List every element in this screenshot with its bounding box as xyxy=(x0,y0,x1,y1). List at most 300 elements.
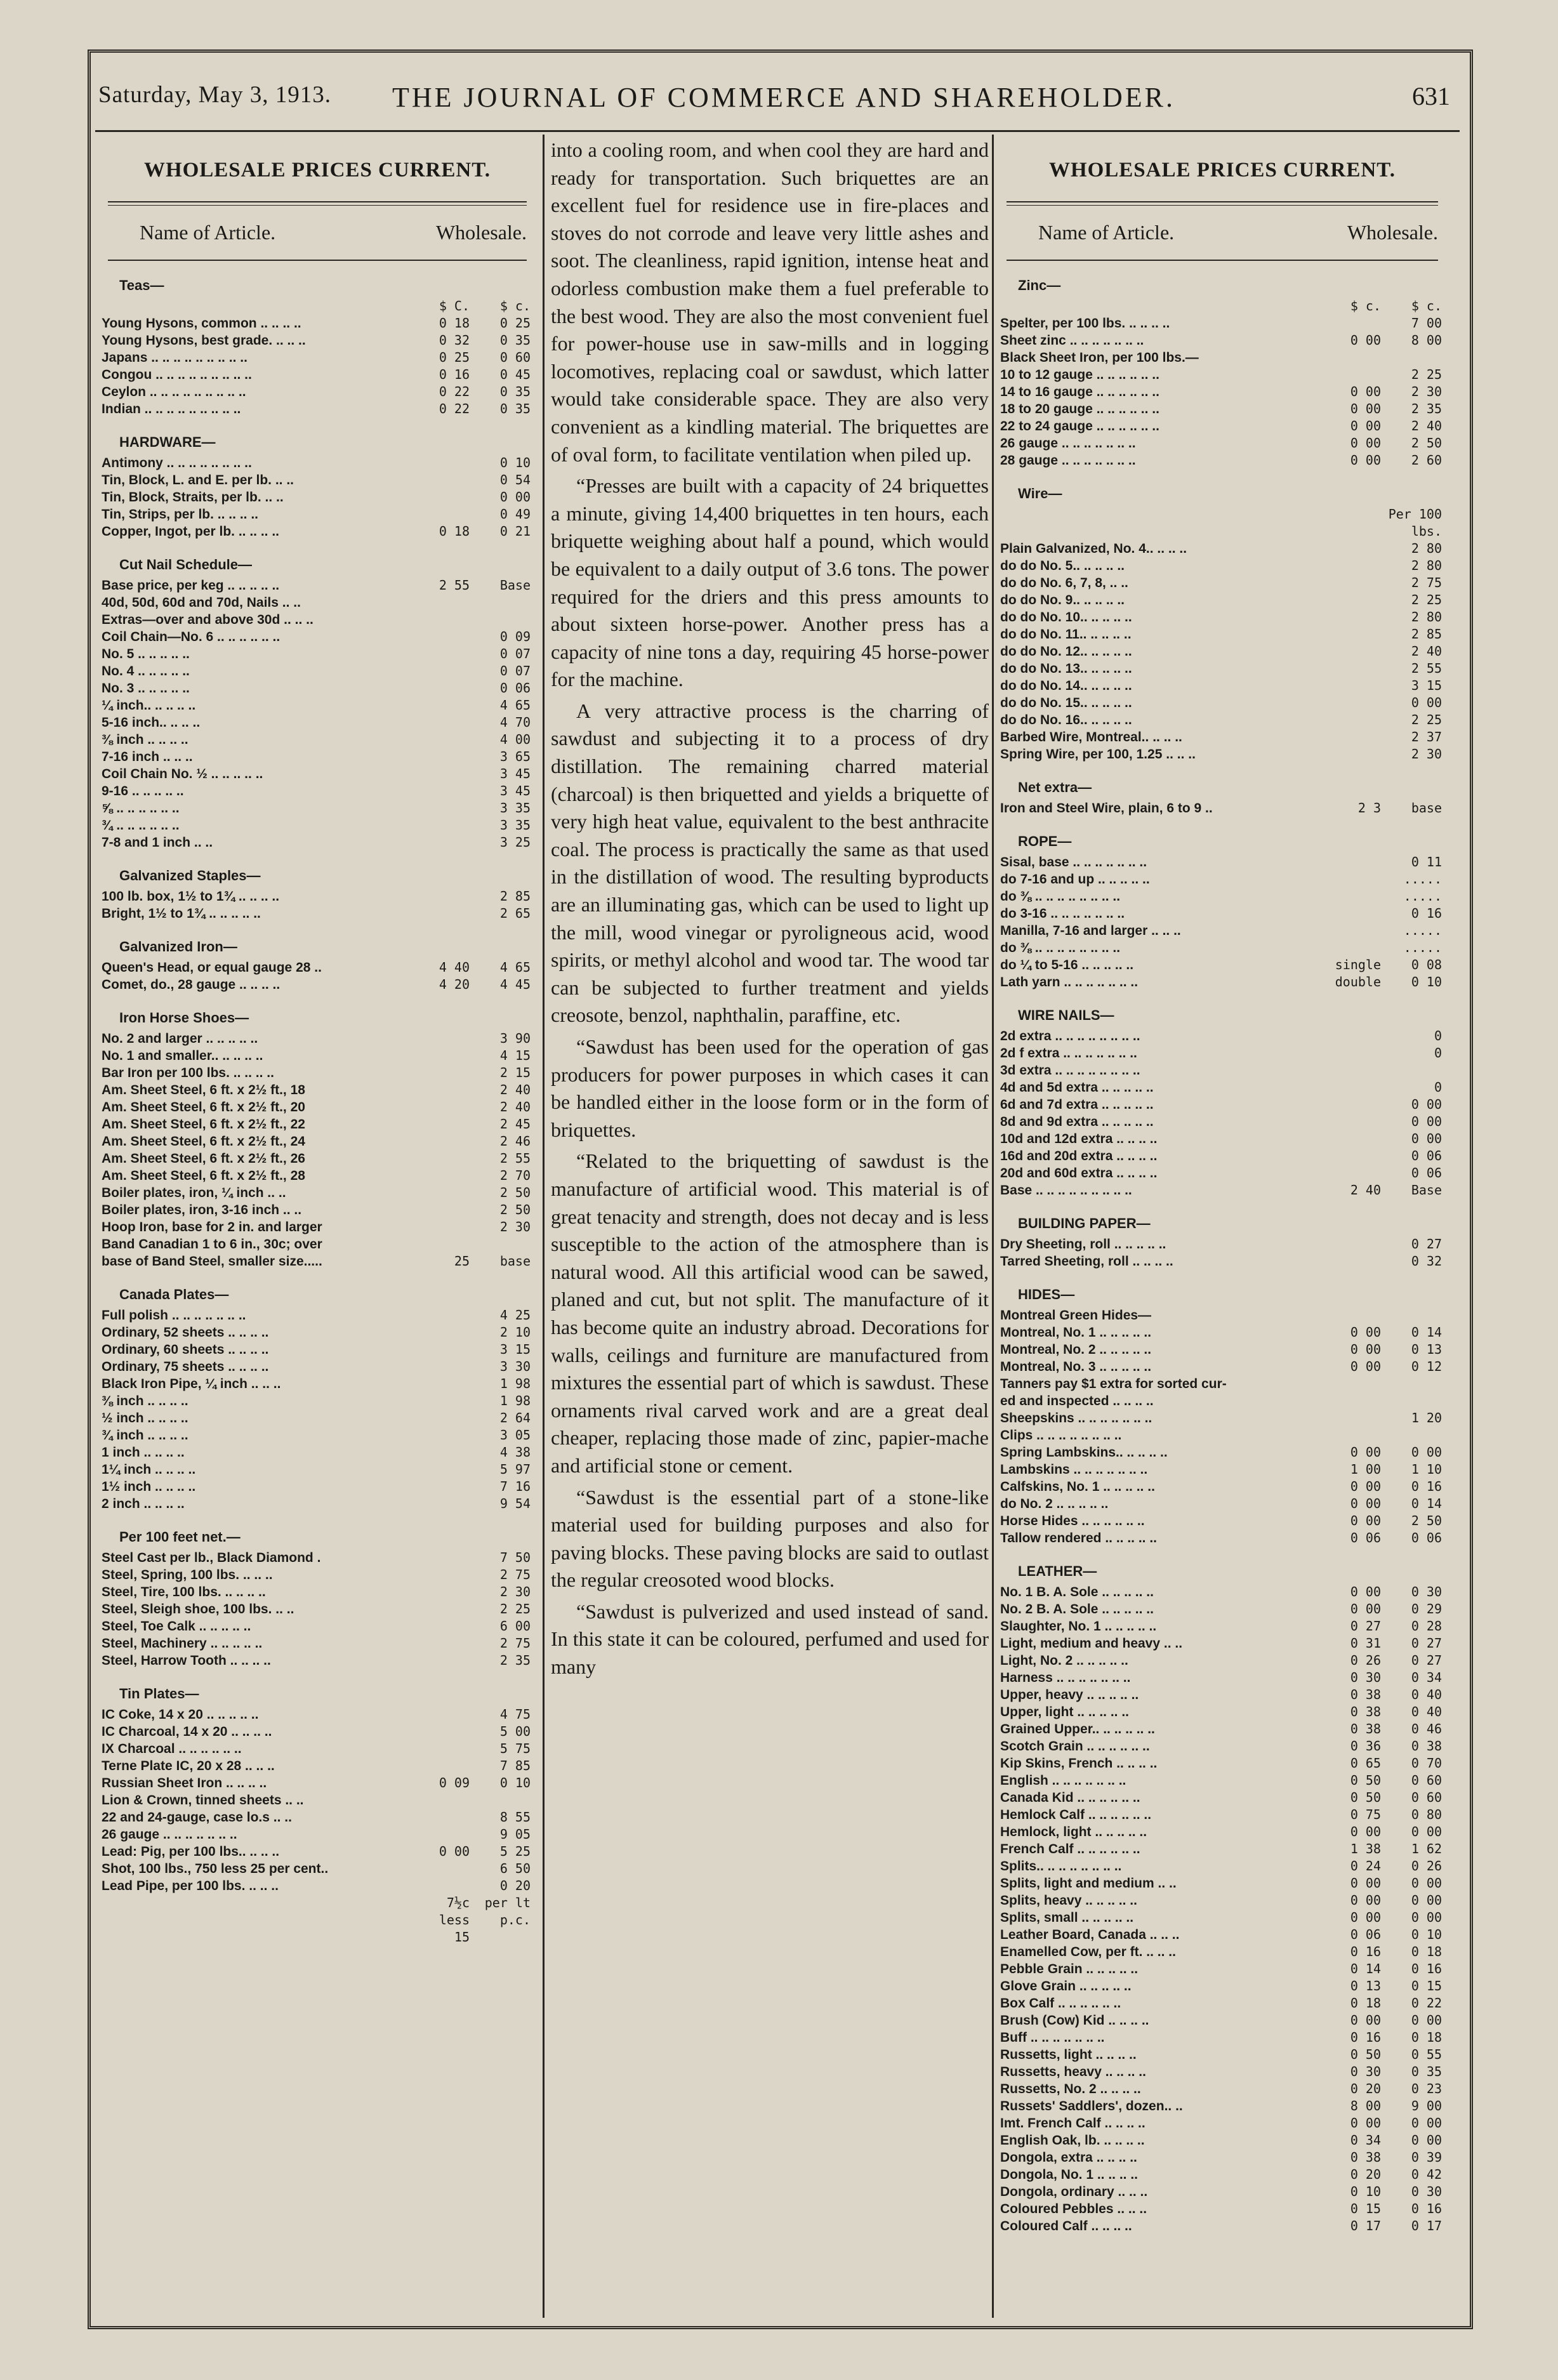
article-name: Am. Sheet Steel, 6 ft. x 2½ ft., 28 xyxy=(102,1168,305,1183)
section-title: ROPE— xyxy=(1018,833,1072,849)
price-row xyxy=(1000,1253,1444,1270)
price-low xyxy=(1333,1165,1381,1182)
price-row xyxy=(102,645,533,663)
price-low xyxy=(421,1410,470,1427)
price-high: 2 85 xyxy=(1411,626,1442,642)
price-high: 0 28 xyxy=(1411,1618,1442,1634)
price-low xyxy=(421,1324,470,1341)
header-rule xyxy=(95,130,1460,132)
price-high: 3 05 xyxy=(499,1427,531,1443)
price-low xyxy=(421,834,470,851)
price-row xyxy=(1000,506,1444,540)
article-name: Lambskins .. .. .. .. .. .. .. xyxy=(1000,1462,1148,1477)
price-low xyxy=(421,1618,470,1635)
price-low xyxy=(1333,905,1381,922)
section-title: Tin Plates— xyxy=(119,1686,199,1702)
price-high: 0 39 xyxy=(1411,2150,1442,2165)
article-paragraph: “Presses are built with a capacity of 24 briquettes a minute, giving 14,400 briquettes in ten hours, each briquette weighing about half a pound, which would be equivalent to a daily output of 3.6 tons. The power required for the driers and this press amounts to about sixteen horse-power. Another press has a capacity of nine tons a day, requiring 45 horse-power for the machine. xyxy=(551,474,989,691)
price-high: 0 00 xyxy=(1411,1445,1442,1460)
price-row xyxy=(102,1843,533,1860)
price-high xyxy=(1381,1427,1444,1444)
price-high: 2 35 xyxy=(499,1653,531,1668)
price-row xyxy=(1000,1062,1444,1079)
price-row xyxy=(1000,1909,1444,1926)
price-high: 0 60 xyxy=(499,350,531,365)
price-low xyxy=(1333,729,1381,746)
price-low: 0 00 xyxy=(1350,1479,1381,1494)
price-row xyxy=(102,1341,533,1358)
price-low xyxy=(1333,1079,1381,1096)
price-high: 1 10 xyxy=(1411,1462,1442,1477)
price-row xyxy=(1000,1324,1444,1341)
price-high: 0 10 xyxy=(1411,1927,1442,1942)
price-row xyxy=(102,800,533,817)
section-title: BUILDING PAPER— xyxy=(1018,1215,1151,1231)
article-name: English Oak, lb. .. .. .. .. xyxy=(1000,2133,1145,2148)
price-high: 0 46 xyxy=(1411,1721,1442,1736)
article-name: No. 4 .. .. .. .. .. xyxy=(102,664,190,678)
article-name: Russian Sheet Iron .. .. .. .. xyxy=(102,1776,267,1790)
article-name: do do No. 10.. .. .. .. .. xyxy=(1000,610,1132,625)
price-row xyxy=(102,1444,533,1461)
article-name: Japans .. .. .. .. .. .. .. .. .. xyxy=(102,350,248,365)
price-row xyxy=(102,577,533,594)
price-low xyxy=(421,663,470,680)
article-name: Tarred Sheeting, roll .. .. .. .. xyxy=(1000,1254,1173,1269)
price-section xyxy=(1000,1215,1444,1270)
price-row xyxy=(1000,2046,1444,2063)
price-high: 0 27 xyxy=(1411,1653,1442,1668)
price-low: 0 36 xyxy=(1350,1738,1381,1754)
price-low xyxy=(1333,643,1381,660)
price-high xyxy=(1381,1375,1444,1392)
price-high: 2 60 xyxy=(1411,453,1442,468)
price-low xyxy=(1333,1147,1381,1165)
price-high: 0 12 xyxy=(1411,1359,1442,1374)
article-name: Bar Iron per 100 lbs. .. .. .. .. xyxy=(102,1066,274,1080)
price-row xyxy=(1000,400,1444,418)
price-row xyxy=(1000,1806,1444,1823)
price-high: 9 05 xyxy=(499,1827,531,1842)
price-high: 0 30 xyxy=(1411,1584,1442,1599)
article-name: IC Coke, 14 x 20 .. .. .. .. .. xyxy=(102,1707,259,1722)
price-high: 0 49 xyxy=(499,506,531,522)
article-name: Am. Sheet Steel, 6 ft. x 2½ ft., 24 xyxy=(102,1134,305,1149)
article-name: 1¼ inch .. .. .. .. xyxy=(102,1462,196,1477)
article-name: 6d and 7d extra .. .. .. .. .. xyxy=(1000,1097,1154,1112)
article-name: Russetts, heavy .. .. .. .. xyxy=(1000,2065,1146,2079)
price-high: 2 64 xyxy=(499,1410,531,1425)
article-name: Boiler plates, iron, ¼ inch .. .. xyxy=(102,1186,286,1200)
price-low xyxy=(421,1219,470,1236)
price-low: 0 75 xyxy=(1350,1807,1381,1822)
price-low: 4 20 xyxy=(439,977,470,992)
article-name: Steel Cast per lb., Black Diamond . xyxy=(102,1550,321,1565)
article-name: 4d and 5d extra .. .. .. .. .. xyxy=(1000,1080,1154,1095)
price-low: 0 22 xyxy=(439,401,470,416)
article-name: Hemlock, light .. .. .. .. .. xyxy=(1000,1825,1147,1839)
price-high: 0 00 xyxy=(1411,1097,1442,1112)
price-high: 2 80 xyxy=(1411,558,1442,573)
article-name: Steel, Toe Calk .. .. .. .. .. xyxy=(102,1619,251,1634)
price-row xyxy=(1000,1926,1444,1943)
price-high: 2 85 xyxy=(499,889,531,904)
price-high: 2 75 xyxy=(499,1636,531,1651)
price-low xyxy=(421,1635,470,1652)
price-high: 3 90 xyxy=(499,1031,531,1046)
article-name: Indian .. .. .. .. .. .. .. .. .. xyxy=(102,402,241,416)
price-low xyxy=(1333,1130,1381,1147)
article-name: English .. .. .. .. .. .. .. xyxy=(1000,1773,1126,1788)
price-low xyxy=(421,1236,470,1253)
price-row xyxy=(1000,1978,1444,1995)
price-row xyxy=(1000,694,1444,711)
article-name: 8d and 9d extra .. .. .. .. .. xyxy=(1000,1114,1154,1129)
price-high: 0 35 xyxy=(499,333,531,348)
price-high: 0 00 xyxy=(1411,1114,1442,1129)
price-row xyxy=(1000,609,1444,626)
price-low xyxy=(421,1706,470,1723)
price-row xyxy=(1000,2012,1444,2029)
price-row xyxy=(102,1392,533,1410)
price-low xyxy=(421,1549,470,1566)
article-name: Bright, 1½ to 1¾ .. .. .. .. .. xyxy=(102,906,261,921)
price-row xyxy=(102,1375,533,1392)
price-low xyxy=(1333,506,1381,540)
price-high: 0 34 xyxy=(1411,1670,1442,1685)
price-high: 2 35 xyxy=(1411,401,1442,416)
price-low xyxy=(421,1495,470,1512)
price-low xyxy=(1333,626,1381,643)
price-high: 1 98 xyxy=(499,1393,531,1408)
article-name: 16d and 20d extra .. .. .. .. xyxy=(1000,1149,1158,1163)
price-low: 0 15 xyxy=(1350,2201,1381,2216)
issue-date: Saturday, May 3, 1913. xyxy=(98,82,331,108)
price-high: ..... xyxy=(1403,940,1442,955)
masthead-title: THE JOURNAL OF COMMERCE AND SHAREHOLDER. xyxy=(392,82,1175,113)
price-high: 0 60 xyxy=(1411,1790,1442,1805)
price-row xyxy=(102,1201,533,1219)
article-name: Glove Grain .. .. .. .. .. xyxy=(1000,1979,1132,1993)
price-low xyxy=(421,1358,470,1375)
price-row xyxy=(102,1583,533,1601)
price-high: 0 13 xyxy=(1411,1342,1442,1357)
price-high: 8 00 xyxy=(1411,333,1442,348)
price-row xyxy=(1000,2080,1444,2098)
price-low: 1 38 xyxy=(1350,1841,1381,1856)
price-section xyxy=(1000,277,1444,469)
article-name: Ordinary, 52 sheets .. .. .. .. xyxy=(102,1325,269,1340)
price-high: 0 14 xyxy=(1411,1325,1442,1340)
title-rule xyxy=(1007,201,1438,202)
price-high: 0 20 xyxy=(499,1878,531,1893)
price-row xyxy=(102,1047,533,1064)
article-name: Slaughter, No. 1 .. .. .. .. .. xyxy=(1000,1619,1157,1634)
price-row xyxy=(102,298,533,315)
price-high: 1 62 xyxy=(1411,1841,1442,1856)
price-row xyxy=(1000,418,1444,435)
article-name: Base price, per keg .. .. .. .. .. xyxy=(102,578,280,593)
price-high: 0 35 xyxy=(499,384,531,399)
price-high: 0 80 xyxy=(1411,1807,1442,1822)
price-high: 8 55 xyxy=(499,1809,531,1825)
price-high: 5 25 xyxy=(499,1844,531,1859)
price-low xyxy=(421,748,470,765)
price-high xyxy=(470,611,533,628)
article-name: 26 gauge .. .. .. .. .. .. .. xyxy=(102,1827,237,1842)
article-name: base of Band Steel, smaller size..... xyxy=(102,1254,322,1269)
article-name: Harness .. .. .. .. .. .. .. xyxy=(1000,1670,1131,1685)
price-low xyxy=(1333,871,1381,888)
article-name: Light, medium and heavy .. .. xyxy=(1000,1636,1183,1651)
article-name: Splits, small .. .. .. .. .. xyxy=(1000,1910,1134,1925)
price-high: 0 00 xyxy=(499,489,531,505)
article-name: No. 1 and smaller.. .. .. .. .. xyxy=(102,1048,263,1063)
price-row xyxy=(1000,2183,1444,2200)
price-high: 2 25 xyxy=(499,1601,531,1616)
article-name: do ¼ to 5-16 .. .. .. .. .. xyxy=(1000,958,1134,972)
section-title: Per 100 feet net.— xyxy=(119,1529,241,1545)
price-row xyxy=(102,1253,533,1270)
price-low xyxy=(421,1583,470,1601)
article-name: 28 gauge .. .. .. .. .. .. .. xyxy=(1000,453,1136,468)
price-high: 2 55 xyxy=(1411,661,1442,676)
price-low: single xyxy=(1335,957,1381,972)
price-row xyxy=(1000,800,1444,817)
price-low xyxy=(421,817,470,834)
price-low xyxy=(421,783,470,800)
price-low xyxy=(1333,366,1381,383)
price-row xyxy=(1000,1182,1444,1199)
price-row xyxy=(102,714,533,731)
price-low xyxy=(421,454,470,472)
price-high: 5 75 xyxy=(499,1741,531,1756)
price-low xyxy=(421,594,470,611)
price-high: base xyxy=(1411,800,1442,816)
price-high: 2 30 xyxy=(1411,384,1442,399)
article-name: Splits, heavy .. .. .. .. .. xyxy=(1000,1893,1137,1908)
article-name: 1 inch .. .. .. .. xyxy=(102,1445,185,1460)
article-name: Plain Galvanized, No. 4.. .. .. .. xyxy=(1000,541,1187,556)
price-low: 4 40 xyxy=(439,960,470,975)
article-name: 22 and 24-gauge, case lo.s .. .. xyxy=(102,1810,292,1825)
price-low xyxy=(1333,592,1381,609)
price-row xyxy=(102,1461,533,1478)
price-row xyxy=(102,783,533,800)
article-name: 40d, 50d, 60d and 70d, Nails .. .. xyxy=(102,595,301,610)
price-row xyxy=(1000,1721,1444,1738)
price-low xyxy=(421,1809,470,1826)
price-low xyxy=(421,1792,470,1809)
price-row xyxy=(1000,956,1444,974)
price-high: 0 26 xyxy=(1411,1858,1442,1874)
article-name: ⅝ .. .. .. .. .. .. xyxy=(102,801,180,816)
price-high: ..... xyxy=(1403,923,1442,938)
article-name: Comet, do., 28 gauge .. .. .. .. xyxy=(102,977,281,992)
price-section xyxy=(102,434,533,540)
article-name: French Calf .. .. .. .. .. .. xyxy=(1000,1842,1140,1856)
article-name: IX Charcoal .. .. .. .. .. .. xyxy=(102,1742,242,1756)
price-high: 3 65 xyxy=(499,749,531,764)
article-name: Hoop Iron, base for 2 in. and larger xyxy=(102,1220,322,1234)
article-name: do do No. 5.. .. .. .. .. xyxy=(1000,559,1125,573)
price-low: 0 18 xyxy=(439,315,470,331)
price-low xyxy=(1333,677,1381,694)
price-row xyxy=(102,1740,533,1757)
price-low xyxy=(1333,746,1381,763)
article-paragraph: “Related to the briquetting of sawdust is the manufacture of artificial wood. This material is of great tenacity and strength, does not decay and is less susceptible to the action of the atmosphere than is natural wood. All this artificial wood can be sawed, planed and cut, but not split. The manufacture of it has become quite an industry abroad. Decorations for walls, ceilings and furniture are manufactured from mixtures the essential part of which is sawdust. These ornaments rival carved work and are a great deal cheaper, replacing those made of zinc, papier-mache and artificial stone or cement. xyxy=(551,1149,989,1477)
price-low xyxy=(1333,574,1381,592)
price-high: 0 38 xyxy=(1411,1738,1442,1754)
price-high: 1 20 xyxy=(1411,1410,1442,1425)
article-name: do No. 2 .. .. .. .. .. xyxy=(1000,1497,1109,1511)
article-name: Leather Board, Canada .. .. .. xyxy=(1000,1927,1180,1942)
price-high: 4 25 xyxy=(499,1307,531,1323)
price-low xyxy=(421,1116,470,1133)
price-high: $ c. xyxy=(1411,298,1442,314)
price-high: Base xyxy=(1411,1182,1442,1198)
price-row xyxy=(102,366,533,383)
article-name: Tanners pay $1 extra for sorted cur- xyxy=(1000,1377,1227,1391)
article-name: Barbed Wire, Montreal.. .. .. .. xyxy=(1000,730,1182,744)
section-title: Galvanized Iron— xyxy=(119,939,237,955)
section-title: Zinc— xyxy=(1018,277,1061,293)
price-row xyxy=(102,1236,533,1253)
price-high: 7 85 xyxy=(499,1758,531,1773)
price-high: 4 15 xyxy=(499,1048,531,1063)
price-low: 0 06 xyxy=(1350,1530,1381,1545)
price-high: 3 35 xyxy=(499,817,531,833)
article-name: Dry Sheeting, roll .. .. .. .. .. xyxy=(1000,1237,1166,1252)
column-headings xyxy=(102,206,533,257)
column-headings xyxy=(1000,206,1444,257)
price-low: 0 00 xyxy=(1350,1445,1381,1460)
price-high: 5 00 xyxy=(499,1724,531,1739)
price-high: 0 14 xyxy=(1411,1496,1442,1511)
article-name: Coloured Calf .. .. .. .. xyxy=(1000,2219,1132,2233)
price-row xyxy=(102,1150,533,1167)
price-high: 7 00 xyxy=(1411,315,1442,331)
price-high: 0 27 xyxy=(1411,1236,1442,1252)
article-name: Am. Sheet Steel, 6 ft. x 2½ ft., 22 xyxy=(102,1117,305,1132)
price-low xyxy=(421,1877,470,1894)
article-name: Clips .. .. .. .. .. .. .. .. xyxy=(1000,1428,1122,1443)
price-low: 0 00 xyxy=(1350,1496,1381,1511)
price-low: 0 00 xyxy=(1350,435,1381,451)
price-low: 0 00 xyxy=(1350,384,1381,399)
price-high: 2 30 xyxy=(499,1219,531,1234)
price-row xyxy=(102,1775,533,1792)
price-high: 2 75 xyxy=(499,1567,531,1582)
price-row xyxy=(1000,557,1444,574)
price-section xyxy=(102,277,533,418)
price-low xyxy=(421,1427,470,1444)
price-row xyxy=(1000,2132,1444,2149)
price-section xyxy=(1000,486,1444,763)
section-title: Cut Nail Schedule— xyxy=(119,557,253,572)
price-row xyxy=(1000,1375,1444,1392)
price-row xyxy=(1000,1755,1444,1772)
article-name: Light, No. 2 .. .. .. .. .. xyxy=(1000,1653,1128,1668)
price-low: 0 14 xyxy=(1350,1961,1381,1976)
price-high xyxy=(470,594,533,611)
price-row xyxy=(1000,939,1444,956)
price-row xyxy=(102,1167,533,1184)
price-low: 0 18 xyxy=(1350,1995,1381,2011)
price-row xyxy=(102,1860,533,1877)
wholesale-heading: Wholesale. xyxy=(1347,221,1438,244)
price-low xyxy=(1333,694,1381,711)
price-high: 4 65 xyxy=(499,697,531,713)
article-name: Hemlock Calf .. .. .. .. .. .. xyxy=(1000,1808,1152,1822)
name-of-article-heading: Name of Article. xyxy=(1038,221,1175,244)
price-low: 0 00 xyxy=(1350,1584,1381,1599)
price-row xyxy=(1000,2029,1444,2046)
price-low: 0 06 xyxy=(1350,1927,1381,1942)
article-name: ¼ inch.. .. .. .. .. xyxy=(102,698,196,713)
price-low xyxy=(1333,1427,1381,1444)
article-name: Am. Sheet Steel, 6 ft. x 2½ ft., 18 xyxy=(102,1083,305,1097)
price-row xyxy=(1000,2166,1444,2183)
price-high: 0 16 xyxy=(1411,1961,1442,1976)
price-high: 0 70 xyxy=(1411,1755,1442,1771)
price-high: 9 54 xyxy=(499,1496,531,1511)
article-name: Boiler plates, iron, 3-16 inch .. .. xyxy=(102,1203,302,1217)
article-name: 26 gauge .. .. .. .. .. .. .. xyxy=(1000,436,1136,451)
price-low xyxy=(1333,711,1381,729)
article-name: Tin, Block, L. and E. per lb. .. .. xyxy=(102,473,294,487)
price-high: 0 21 xyxy=(499,524,531,539)
price-low xyxy=(421,1478,470,1495)
article-name: 100 lb. box, 1½ to 1¾ .. .. .. .. xyxy=(102,889,280,904)
price-low xyxy=(421,800,470,817)
price-high: 9 00 xyxy=(1411,2098,1442,2113)
price-row xyxy=(102,383,533,400)
price-row xyxy=(1000,1028,1444,1045)
price-row xyxy=(1000,2149,1444,2166)
price-low xyxy=(421,905,470,922)
article-name: Buff .. .. .. .. .. .. .. xyxy=(1000,2030,1105,2045)
price-row xyxy=(102,1099,533,1116)
price-high: 2 50 xyxy=(499,1202,531,1217)
price-section xyxy=(102,868,533,922)
price-high: 5 97 xyxy=(499,1462,531,1477)
article-name: No. 2 and larger .. .. .. .. .. xyxy=(102,1031,258,1046)
section-title: Net extra— xyxy=(1018,779,1092,795)
price-row xyxy=(102,1826,533,1843)
price-low: less 15 xyxy=(439,1912,470,1945)
price-high: 0 00 xyxy=(1411,1910,1442,1925)
article-name: Band Canadian 1 to 6 in., 30c; over xyxy=(102,1237,322,1252)
price-row xyxy=(102,1427,533,1444)
price-high: 0 25 xyxy=(499,315,531,331)
article-name: do 7-16 and up .. .. .. .. .. xyxy=(1000,872,1150,887)
article-name: Spelter, per 100 lbs. .. .. .. .. xyxy=(1000,316,1170,331)
price-row xyxy=(1000,974,1444,991)
price-row xyxy=(1000,854,1444,871)
article-name: Spring Lambskins.. .. .. .. .. xyxy=(1000,1445,1168,1460)
price-row xyxy=(1000,2218,1444,2235)
prices-title: WHOLESALE PRICES CURRENT. xyxy=(1048,159,1396,182)
price-low xyxy=(1333,1410,1381,1427)
price-row xyxy=(102,834,533,851)
price-high: 4 70 xyxy=(499,715,531,730)
price-high: 2 75 xyxy=(1411,575,1442,590)
price-high: 7 16 xyxy=(499,1479,531,1494)
price-low xyxy=(1333,349,1381,366)
price-low xyxy=(421,1201,470,1219)
price-row xyxy=(1000,1703,1444,1721)
